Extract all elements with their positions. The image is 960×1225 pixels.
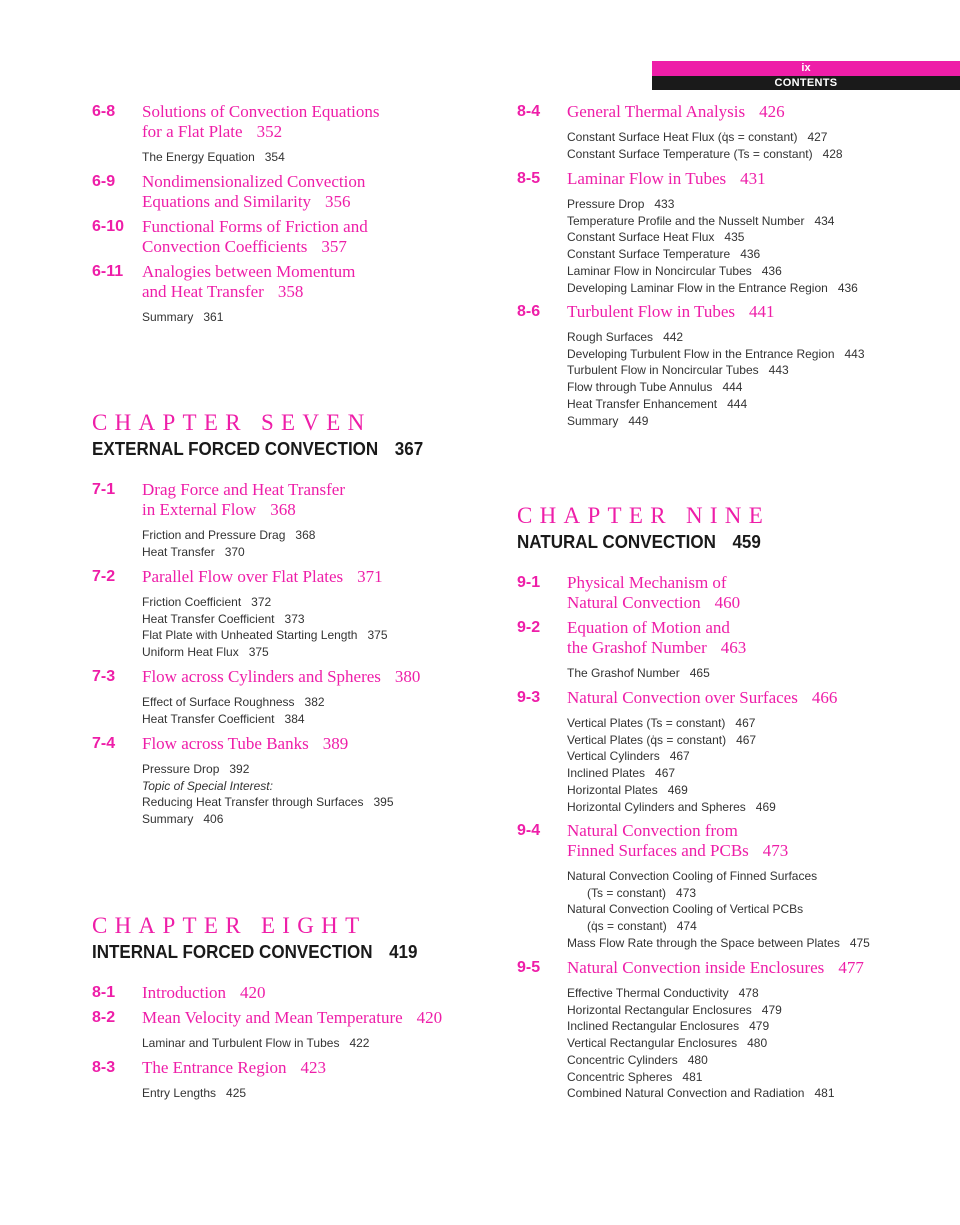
chapter-title-text: INTERNAL FORCED CONVECTION (92, 941, 373, 962)
section-page: 463 (720, 638, 747, 657)
subtopic-item[interactable] (142, 1035, 492, 1052)
section-number: 8-2 (92, 1009, 116, 1026)
section-title-line: Nondimensionalized Convection (142, 172, 366, 191)
subtopic-list (567, 329, 957, 429)
subtopic-page: 467 (655, 766, 676, 781)
section-6-8[interactable] (92, 102, 492, 166)
section-title[interactable] (142, 1008, 492, 1028)
section-title[interactable] (142, 102, 492, 142)
subtopic-page: 425 (226, 1086, 247, 1100)
section-number: 6-9 (92, 173, 116, 190)
subtopic-text: Laminar Flow in Noncircular Tubes (567, 263, 752, 278)
subtopic-item[interactable] (567, 1052, 957, 1069)
subtopic-item[interactable] (567, 985, 957, 1002)
subtopic-item[interactable] (567, 885, 957, 902)
subtopic-item[interactable] (142, 544, 492, 561)
header-label: CONTENTS (652, 76, 960, 90)
section-number: 9-5 (517, 959, 541, 976)
section-title-line (142, 983, 492, 1003)
subtopic-text: Rough Surfaces (567, 330, 654, 344)
subtopic-page: 444 (727, 396, 748, 411)
subtopic-page: 473 (676, 885, 697, 900)
subtopic-item[interactable] (567, 246, 957, 263)
section-title-line (142, 192, 492, 212)
section-title[interactable] (142, 567, 492, 587)
subtopic-page: 428 (822, 146, 843, 161)
subtopic-page: 370 (224, 544, 245, 559)
section-title[interactable] (142, 667, 492, 687)
subtopic-page: 479 (761, 1002, 782, 1017)
running-header (652, 61, 960, 90)
subtopic-page: 406 (203, 812, 224, 827)
section-page: 420 (240, 983, 266, 1002)
subtopic-page: 443 (844, 346, 865, 361)
chapter-seven-heading (92, 410, 492, 460)
section-title-line (567, 593, 957, 613)
subtopic-text: Turbulent Flow in Noncircular Tubes (567, 363, 759, 378)
section-number: 9-3 (517, 689, 541, 706)
subtopic-page: 436 (740, 247, 761, 262)
subtopic-item[interactable] (142, 778, 492, 795)
section-8-1[interactable] (92, 983, 492, 1003)
section-page: 368 (270, 500, 296, 519)
section-title-line (567, 688, 957, 708)
subtopic-text: Reducing Heat Transfer through Surfaces (142, 795, 364, 810)
subtopic-item[interactable] (567, 901, 957, 918)
section-title-text: Parallel Flow over Flat Plates (142, 567, 344, 586)
section-page: 426 (759, 102, 785, 121)
subtopic-item[interactable] (567, 196, 957, 213)
subtopic-item[interactable] (142, 644, 492, 661)
section-6-9[interactable] (92, 172, 492, 212)
subtopic-text: Combined Natural Convection and Radiation (567, 1086, 805, 1101)
chapter-label: CHAPTER SEVEN (92, 410, 372, 435)
subtopic-item[interactable] (567, 918, 957, 935)
subtopic-list (142, 1085, 492, 1102)
subtopic-text: Pressure Drop (567, 197, 645, 211)
subtopic-page: 467 (736, 732, 757, 747)
section-page: 460 (714, 593, 741, 612)
section-title-text: for a Flat Plate (142, 122, 243, 141)
section-title-line (142, 500, 492, 520)
subtopic-text: Developing Turbulent Flow in the Entrance Region (567, 346, 835, 361)
section-number: 9-1 (517, 574, 541, 591)
subtopic-item[interactable] (567, 715, 957, 732)
subtopic-item[interactable] (142, 611, 492, 628)
subtopic-page: 469 (755, 799, 776, 814)
subtopic-list (567, 665, 957, 682)
section-title-text: and Heat Transfer (142, 282, 264, 301)
section-title[interactable] (142, 734, 492, 754)
section-number: 6-10 (92, 218, 125, 235)
subtopic-page: 442 (663, 330, 684, 344)
section-title[interactable] (142, 1058, 492, 1078)
section-6-10[interactable] (92, 217, 492, 257)
section-9-4[interactable] (517, 821, 957, 952)
section-8-4[interactable] (517, 102, 957, 162)
subtopic-list (142, 527, 492, 560)
subtopic-text: The Energy Equation (142, 150, 255, 164)
section-title-text: Natural Convection inside Enclosures (567, 958, 825, 977)
section-page: 389 (322, 734, 349, 753)
section-title-line (567, 102, 957, 122)
subtopic-list (567, 868, 957, 952)
subtopic-list (567, 985, 957, 1102)
subtopic-text: Constant Surface Heat Flux (q̇s = constant) (567, 130, 798, 144)
subtopic-page: 480 (687, 1052, 708, 1067)
subtopic-text: Topic of Special Interest: (142, 778, 273, 793)
subtopic-text: Laminar and Turbulent Flow in Tubes (142, 1036, 340, 1050)
subtopic-item[interactable] (567, 413, 957, 430)
section-9-2[interactable] (517, 618, 957, 682)
subtopic-item[interactable] (567, 280, 957, 297)
subtopic-text: Effective Thermal Conductivity (567, 986, 729, 1000)
subtopic-list (567, 715, 957, 815)
subtopic-list (142, 309, 492, 326)
section-title[interactable] (567, 958, 957, 978)
section-title[interactable] (567, 102, 957, 122)
section-title-text: General Thermal Analysis (567, 102, 746, 121)
section-7-1[interactable] (92, 480, 492, 560)
subtopic-item[interactable] (567, 935, 957, 952)
section-title[interactable] (567, 302, 957, 322)
subtopic-page: 384 (284, 711, 305, 726)
section-title-text: Finned Surfaces and PCBs (567, 841, 749, 860)
subtopic-item[interactable] (142, 794, 492, 811)
chapter-eight-heading (92, 913, 492, 963)
section-title[interactable] (567, 618, 957, 658)
section-title-line (142, 1058, 492, 1078)
section-number: 7-2 (92, 568, 116, 585)
section-title[interactable] (567, 169, 957, 189)
subtopic-text: Inclined Plates (567, 766, 646, 781)
section-title-line (142, 282, 492, 302)
section-title-text: Laminar Flow in Tubes (567, 169, 727, 188)
section-number: 6-11 (92, 263, 124, 280)
subtopic-page: 375 (248, 645, 269, 660)
section-number: 7-1 (92, 481, 116, 498)
subtopic-item[interactable] (142, 711, 492, 728)
subtopic-text: Summary (142, 310, 194, 324)
chapter-title-text: NATURAL CONVECTION (517, 531, 716, 552)
section-title-line (142, 567, 492, 587)
subtopic-text: The Grashof Number (567, 666, 680, 680)
section-9-3[interactable] (517, 688, 957, 815)
subtopic-item[interactable] (567, 396, 957, 413)
subtopic-item[interactable] (142, 309, 492, 326)
subtopic-item[interactable] (567, 1035, 957, 1052)
section-title[interactable] (142, 983, 492, 1003)
chapter-title[interactable] (92, 438, 460, 460)
subtopic-page: 368 (295, 528, 316, 542)
subtopic-text: Horizontal Cylinders and Spheres (567, 799, 746, 814)
subtopic-page: 435 (724, 230, 745, 245)
subtopic-list (567, 196, 957, 296)
subtopic-list (142, 594, 492, 661)
chapter-title[interactable] (517, 531, 922, 553)
section-title-text: Mean Velocity and Mean Temperature (142, 1008, 403, 1027)
chapter-title-text: EXTERNAL FORCED CONVECTION (92, 438, 379, 459)
subtopic-item[interactable] (142, 694, 492, 711)
section-title-text: Turbulent Flow in Tubes (567, 302, 736, 321)
subtopic-item[interactable] (567, 263, 957, 280)
subtopic-page: 469 (667, 782, 688, 797)
subtopic-text: Heat Transfer Coefficient (142, 611, 275, 626)
subtopic-item[interactable] (567, 379, 957, 396)
section-9-1[interactable] (517, 573, 957, 613)
subtopic-text: Natural Convection Cooling of Vertical PCBs (567, 902, 804, 917)
subtopic-text: Constant Surface Heat Flux (567, 230, 715, 245)
subtopic-item[interactable] (567, 1018, 957, 1035)
chapter-label: CHAPTER NINE (517, 503, 771, 528)
subtopic-item[interactable] (567, 765, 957, 782)
page-number: ix (652, 61, 960, 76)
subtopic-list (142, 761, 492, 828)
section-number: 9-4 (517, 822, 541, 839)
section-title-text: the Grashof Number (567, 638, 707, 657)
section-8-6[interactable] (517, 302, 957, 429)
subtopic-item[interactable] (567, 868, 957, 885)
subtopic-page: 373 (284, 611, 305, 626)
section-number: 8-4 (517, 103, 541, 120)
subtopic-text: Temperature Profile and the Nusselt Number (567, 213, 805, 228)
subtopic-text: Heat Transfer (142, 544, 215, 559)
subtopic-item[interactable] (142, 527, 492, 544)
subtopic-item[interactable] (142, 594, 492, 611)
subtopic-page: 375 (367, 628, 388, 643)
subtopic-text: Concentric Cylinders (567, 1052, 678, 1067)
subtopic-text: Uniform Heat Flux (142, 645, 239, 660)
section-title-line: Physical Mechanism of (567, 573, 727, 592)
section-7-4[interactable] (92, 734, 492, 828)
subtopic-text: Vertical Plates (Ts = constant) (567, 716, 726, 730)
subtopic-item[interactable] (567, 1002, 957, 1019)
subtopic-page: 427 (807, 130, 828, 144)
subtopic-text: Vertical Plates (q̇s = constant) (567, 732, 727, 747)
section-title-line: Functional Forms of Friction and (142, 217, 368, 236)
subtopic-page: 392 (229, 762, 250, 776)
subtopic-item[interactable] (567, 732, 957, 749)
section-title[interactable] (142, 262, 492, 302)
subtopic-text: Horizontal Rectangular Enclosures (567, 1002, 752, 1017)
subtopic-item[interactable] (567, 229, 957, 246)
section-number: 8-3 (92, 1059, 116, 1076)
subtopic-item[interactable] (567, 782, 957, 799)
section-title-text: Flow across Tube Banks (142, 734, 309, 753)
subtopic-page: 478 (738, 986, 759, 1000)
subtopic-text: (Ts = constant) (587, 885, 667, 900)
section-title-line (567, 302, 957, 322)
section-6-11[interactable] (92, 262, 492, 326)
section-title-line (142, 667, 492, 687)
subtopic-text: Horizontal Plates (567, 782, 658, 797)
subtopic-text: Natural Convection Cooling of Finned Surfaces (567, 869, 818, 883)
subtopic-text: Summary (142, 812, 194, 827)
subtopic-page: 467 (669, 749, 690, 764)
section-title-line: Drag Force and Heat Transfer (142, 480, 345, 499)
section-page: 423 (300, 1058, 326, 1077)
chapter-page: 419 (389, 941, 418, 962)
section-title[interactable] (142, 480, 492, 520)
section-title-text: Convection Coefficients (142, 237, 308, 256)
subtopic-item[interactable] (142, 149, 492, 166)
subtopic-page: 436 (837, 280, 858, 295)
subtopic-item[interactable] (567, 1085, 957, 1102)
chapter-page: 459 (732, 531, 761, 552)
section-page: 420 (416, 1008, 443, 1027)
section-page: 371 (357, 567, 383, 586)
subtopic-page: 475 (849, 935, 870, 950)
subtopic-text: Friction Coefficient (142, 595, 242, 609)
section-number: 6-8 (92, 103, 116, 120)
section-title-text: Natural Convection (567, 593, 701, 612)
section-title-line (142, 122, 492, 142)
subtopic-text: Inclined Rectangular Enclosures (567, 1019, 740, 1034)
section-title-line: Analogies between Momentum (142, 262, 356, 281)
chapter-title[interactable] (92, 941, 460, 963)
section-number: 8-5 (517, 170, 541, 187)
section-title-line: Natural Convection from (567, 821, 738, 840)
subtopic-text: (q̇s = constant) (587, 919, 667, 934)
subtopic-page: 467 (735, 716, 756, 730)
subtopic-page: 361 (203, 310, 224, 324)
subtopic-item[interactable] (567, 346, 957, 363)
section-page: 356 (325, 192, 351, 211)
subtopic-text: Vertical Rectangular Enclosures (567, 1036, 738, 1051)
subtopic-text: Developing Laminar Flow in the Entrance Region (567, 280, 828, 295)
subtopic-page: 481 (814, 1086, 835, 1101)
subtopic-text: Effect of Surface Roughness (142, 695, 295, 709)
subtopic-text: Concentric Spheres (567, 1069, 673, 1084)
subtopic-text: Flow through Tube Annulus (567, 380, 713, 395)
section-number: 8-6 (517, 303, 541, 320)
section-page: 357 (321, 237, 347, 256)
subtopic-item[interactable] (567, 362, 957, 379)
chapter-label: CHAPTER EIGHT (92, 913, 367, 938)
chapter-nine-heading (517, 503, 957, 553)
subtopic-item[interactable] (142, 761, 492, 778)
section-title-line (567, 638, 957, 658)
subtopic-item[interactable] (567, 146, 957, 163)
section-title-text: The Entrance Region (142, 1058, 287, 1077)
subtopic-page: 449 (628, 413, 649, 428)
subtopic-text: Summary (567, 413, 619, 428)
subtopic-item[interactable] (567, 1069, 957, 1086)
subtopic-text: Flat Plate with Unheated Starting Length (142, 628, 358, 643)
subtopic-page: 354 (264, 150, 285, 164)
section-title-text: Natural Convection over Surfaces (567, 688, 798, 707)
subtopic-text: Entry Lengths (142, 1086, 217, 1100)
section-page: 380 (394, 667, 421, 686)
section-title-line: Solutions of Convection Equations (142, 102, 380, 121)
section-title-line: Equation of Motion and (567, 618, 730, 637)
section-number: 7-4 (92, 735, 116, 752)
subtopic-list (142, 149, 492, 166)
subtopic-text: Heat Transfer Enhancement (567, 396, 718, 411)
section-8-3[interactable] (92, 1058, 492, 1102)
section-title-line (142, 734, 492, 754)
section-title[interactable] (567, 821, 957, 861)
subtopic-text: Heat Transfer Coefficient (142, 711, 275, 726)
subtopic-page: 479 (749, 1019, 770, 1034)
subtopic-item[interactable] (567, 665, 957, 682)
subtopic-page: 443 (768, 363, 789, 378)
subtopic-page: 395 (373, 795, 394, 810)
subtopic-text: Vertical Cylinders (567, 749, 660, 764)
subtopic-text: Constant Surface Temperature (Ts = constant) (567, 146, 813, 161)
subtopic-item[interactable] (142, 811, 492, 828)
section-title-line (142, 237, 492, 257)
section-7-3[interactable] (92, 667, 492, 727)
subtopic-page: 434 (814, 213, 835, 228)
subtopic-text: Friction and Pressure Drag (142, 528, 286, 542)
section-7-2[interactable] (92, 567, 492, 661)
section-title-text: in External Flow (142, 500, 257, 519)
section-page: 431 (740, 169, 766, 188)
section-page: 466 (811, 688, 838, 707)
section-page: 473 (762, 841, 789, 860)
section-title-text: Equations and Similarity (142, 192, 312, 211)
subtopic-item[interactable] (567, 748, 957, 765)
section-title[interactable] (142, 217, 492, 257)
subtopic-list (142, 694, 492, 727)
section-8-5[interactable] (517, 169, 957, 296)
subtopic-list (142, 1035, 492, 1052)
subtopic-item[interactable] (142, 627, 492, 644)
section-title-line (142, 1008, 492, 1028)
section-page: 441 (749, 302, 775, 321)
section-title-text: Flow across Cylinders and Spheres (142, 667, 381, 686)
subtopic-item[interactable] (567, 213, 957, 230)
subtopic-page: 481 (682, 1069, 703, 1084)
section-page: 352 (256, 122, 283, 141)
subtopic-text: Pressure Drop (142, 762, 220, 776)
section-title[interactable] (142, 172, 492, 212)
subtopic-page: 474 (676, 919, 697, 934)
section-title-line (567, 841, 957, 861)
subtopic-item[interactable] (567, 129, 957, 146)
subtopic-page: 422 (349, 1036, 370, 1050)
section-8-2[interactable] (92, 1008, 492, 1052)
subtopic-text: Constant Surface Temperature (567, 247, 731, 262)
section-title-text: Introduction (142, 983, 227, 1002)
section-page: 477 (838, 958, 864, 977)
section-title[interactable] (567, 688, 957, 708)
subtopic-item[interactable] (142, 1085, 492, 1102)
subtopic-page: 465 (689, 666, 710, 680)
subtopic-page: 433 (654, 197, 675, 211)
section-number: 7-3 (92, 668, 116, 685)
subtopic-item[interactable] (567, 329, 957, 346)
section-9-5[interactable] (517, 958, 957, 1102)
subtopic-page: 372 (251, 595, 272, 609)
section-page: 358 (277, 282, 304, 301)
subtopic-list (567, 129, 957, 162)
subtopic-page: 444 (722, 380, 743, 395)
chapter-page: 367 (394, 438, 424, 459)
section-title-line (567, 958, 957, 978)
subtopic-page: 382 (304, 695, 325, 709)
section-number: 8-1 (92, 984, 116, 1001)
section-title[interactable] (567, 573, 957, 613)
section-number: 9-2 (517, 619, 541, 636)
section-title-line (567, 169, 957, 189)
subtopic-item[interactable] (567, 799, 957, 816)
subtopic-page: 436 (761, 263, 782, 278)
subtopic-page: 480 (747, 1036, 768, 1051)
subtopic-text: Mass Flow Rate through the Space between Plates (567, 935, 840, 950)
